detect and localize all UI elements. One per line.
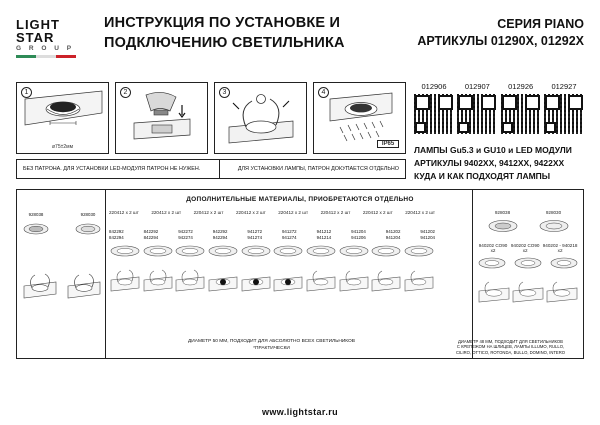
- right-code-5: 940202 - 940218 x2: [542, 243, 578, 254]
- title-line-2: ПОДКЛЮЧЕНИЮ СВЕТИЛЬНИКА: [104, 34, 345, 51]
- step-1-number: 1: [21, 87, 32, 98]
- lamps-block: [414, 144, 584, 182]
- right-code-2: 928030: [545, 210, 562, 216]
- mid-item-1-code-a: 842292: [109, 229, 124, 235]
- brand-flag: [16, 55, 76, 58]
- footer-center-line-1: ДИАМЕТР 50 ММ, ПОДХОДИТ ДЛЯ АБСОЛЮТНО ВСЕХ СВЕТИЛЬНИКОВ: [188, 338, 355, 344]
- left-item-1-image: [21, 220, 51, 238]
- mid-item-6-code-a: 941272: [281, 229, 297, 235]
- qr-code-012906[interactable]: [414, 94, 454, 134]
- mid-code-4: 220412 x 2 шт: [235, 210, 266, 216]
- mid-item-10-code-a: 941202: [420, 229, 435, 235]
- step-4: [313, 82, 406, 154]
- left-item-1[interactable]: [21, 212, 51, 238]
- brand-line-1: LIGHT: [16, 17, 60, 32]
- mid-item-2-code-a: 842292: [143, 229, 159, 235]
- step-2-illustration: [116, 83, 207, 153]
- brand-logo: [16, 14, 94, 58]
- steps-note-separator: [219, 160, 220, 178]
- step-2: [115, 82, 208, 154]
- footer-right-line-3: CILIRO, OTTICO, ROTONDA, BULLO, DOMINO, INTERO: [455, 349, 566, 355]
- qr-code-012927[interactable]: [544, 94, 584, 134]
- accessories-footer-center: [105, 339, 438, 355]
- right-item-2-image: [537, 217, 571, 235]
- mid-item-9-code-b: 941204: [385, 234, 401, 240]
- page-header: [16, 14, 584, 76]
- mid-code-1: 220412 x 2 шт: [109, 210, 139, 216]
- brand-line-2: STAR: [16, 30, 55, 46]
- mid-item-4-code-b: 942294: [212, 234, 228, 240]
- accessories-divider-left: [105, 190, 106, 358]
- left-item-1-code: 928038: [28, 212, 44, 218]
- footer-right-line-2: С КРЕПЕЖОМ НА ШЛИЦЕВ, ЛАМПЫ ILLUMO, RULLO,: [456, 344, 565, 350]
- qr-code-012926[interactable]: [501, 94, 541, 134]
- mid-item-4[interactable]: [213, 229, 228, 240]
- left-item-2[interactable]: [73, 212, 103, 238]
- accessories-divider-right: [472, 190, 473, 358]
- lamps-line-2: АРТИКУЛЫ 9402XX, 9412XX, 9422XX: [414, 157, 565, 168]
- page-title: [94, 14, 406, 53]
- mid-code-7: 220412 x 2 шт: [362, 210, 393, 216]
- step-3-illustration: [215, 83, 306, 153]
- step-3: [214, 82, 307, 154]
- mid-item-9[interactable]: [386, 229, 401, 240]
- mid-item-3-code-a: 942272: [178, 229, 193, 235]
- mid-item-7[interactable]: [317, 229, 332, 240]
- mid-item-5-code-b: 941274: [247, 234, 263, 240]
- accessories-footer: [17, 339, 583, 355]
- right-code-1: 928038: [494, 210, 511, 216]
- right-code-row-2: [477, 243, 579, 253]
- left-item-2-image: [73, 220, 103, 238]
- steps-row: [16, 82, 406, 154]
- step-4-caption: IP65: [377, 140, 399, 148]
- accessories-title: ДОПОЛНИТЕЛЬНЫЕ МАТЕРИАЛЫ, ПРИОБРЕТАЮТСЯ ОТДЕЛЬНО: [186, 196, 414, 204]
- qr-labels: [414, 82, 584, 91]
- footer-right-line-1: ДИАМЕТР 48 ММ, ПОДХОДИТ ДЛЯ СВЕТИЛЬНИКОВ: [458, 338, 563, 344]
- mid-item-1[interactable]: [109, 229, 124, 240]
- mid-item-4-code-a: 942292: [212, 229, 228, 235]
- qr-label-1: 012906: [421, 82, 447, 91]
- steps-note: [16, 159, 406, 179]
- step-1-caption: ø75±2мм: [51, 144, 73, 150]
- qr-label-4: 012927: [551, 82, 577, 91]
- fixture-diagram-row: [109, 264, 435, 298]
- brand-line-3: G R O U P: [16, 44, 75, 52]
- mid-item-3-code-b: 942274: [178, 234, 193, 240]
- site-footer[interactable]: www.lightstar.ru: [261, 407, 339, 417]
- title-line-1: ИНСТРУКЦИЯ ПО УСТАНОВКЕ И: [104, 15, 341, 31]
- accessories-panel: [16, 189, 584, 359]
- right-column: [414, 82, 584, 182]
- mid-item-10[interactable]: [420, 229, 435, 240]
- mid-item-2-code-b: 842294: [143, 234, 159, 240]
- left-code-row: [21, 212, 103, 238]
- lamps-line-3: КУДА И КАК ПОДХОДЯТ ЛАМПЫ: [414, 170, 551, 181]
- lamps-line-1: ЛАМПЫ Gu5.3 и GU10 и LED МОДУЛИ: [414, 145, 572, 155]
- step-1-illustration: [17, 83, 108, 153]
- series-block: [406, 14, 584, 50]
- qr-label-3: 012926: [508, 82, 534, 91]
- mid-code-2: 220412 x 2 шт: [151, 210, 182, 216]
- mid-item-8-code-b: 941206: [351, 234, 366, 240]
- right-code-3: 940202 CO90 x2: [478, 243, 508, 254]
- mid-item-6[interactable]: [282, 229, 297, 240]
- steps-section: [16, 82, 406, 182]
- mid-item-5[interactable]: [247, 229, 262, 240]
- right-item-1-image: [486, 217, 520, 235]
- footer-center-line-2: *ПРАКТИЧЕСКИ: [253, 345, 290, 351]
- mid-item-10-code-b: 941204: [420, 234, 435, 240]
- mid-item-6-code-b: 941274: [281, 234, 297, 240]
- steps-note-right: ДЛЯ УСТАНОВКИ ЛАМПЫ, ПАТРОН ДОКУПАЕТСЯ ОТДЕЛЬНО: [237, 166, 399, 172]
- mid-item-7-code-b: 941214: [316, 234, 332, 240]
- right-code-4: 940202 CO90 x2: [510, 243, 540, 254]
- mid-code-row-1: [109, 210, 435, 215]
- left-diagram-2: [65, 266, 103, 306]
- series-name: СЕРИЯ PIANO: [497, 17, 584, 31]
- right-code-row: [477, 210, 579, 215]
- qr-code-012907[interactable]: [457, 94, 497, 134]
- step-2-number: 2: [120, 87, 131, 98]
- mid-item-3[interactable]: [178, 229, 193, 240]
- mid-item-1-code-b: 842294: [109, 234, 124, 240]
- middle-section: [16, 82, 584, 182]
- mid-item-7-code-a: 941212: [316, 229, 332, 235]
- mid-code-6: 220412 x 2 шт: [320, 210, 351, 216]
- mid-item-5-code-a: 941272: [247, 229, 263, 235]
- mid-item-2[interactable]: [144, 229, 159, 240]
- mid-item-9-code-a: 941202: [385, 229, 401, 235]
- mid-item-8-code-a: 941204: [351, 229, 366, 235]
- left-item-2-code: 928030: [80, 212, 96, 218]
- mid-code-8: 220412 x 2 шт: [405, 210, 435, 216]
- qr-row: [414, 94, 584, 134]
- mid-item-8[interactable]: [351, 229, 366, 240]
- mid-code-3: 220412 x 2 шт: [193, 210, 224, 216]
- step-3-number: 3: [219, 87, 230, 98]
- left-diagram-1: [21, 266, 59, 306]
- step-4-number: 4: [318, 87, 329, 98]
- series-articles: АРТИКУЛЫ 01290X, 01292X: [417, 33, 584, 48]
- mid-code-5: 220412 x 2 шт: [278, 210, 309, 216]
- accessories-footer-right: [438, 339, 583, 355]
- step-1: [16, 82, 109, 154]
- rings-row: [109, 244, 435, 258]
- steps-note-left: БЕЗ ПАТРОНА. ДЛЯ УСТАНОВКИ LED-МОДУЛЯ ПАТРОН НЕ НУЖЕН.: [23, 166, 201, 172]
- mid-code-row-2: [109, 229, 435, 240]
- qr-label-2: 012907: [464, 82, 490, 91]
